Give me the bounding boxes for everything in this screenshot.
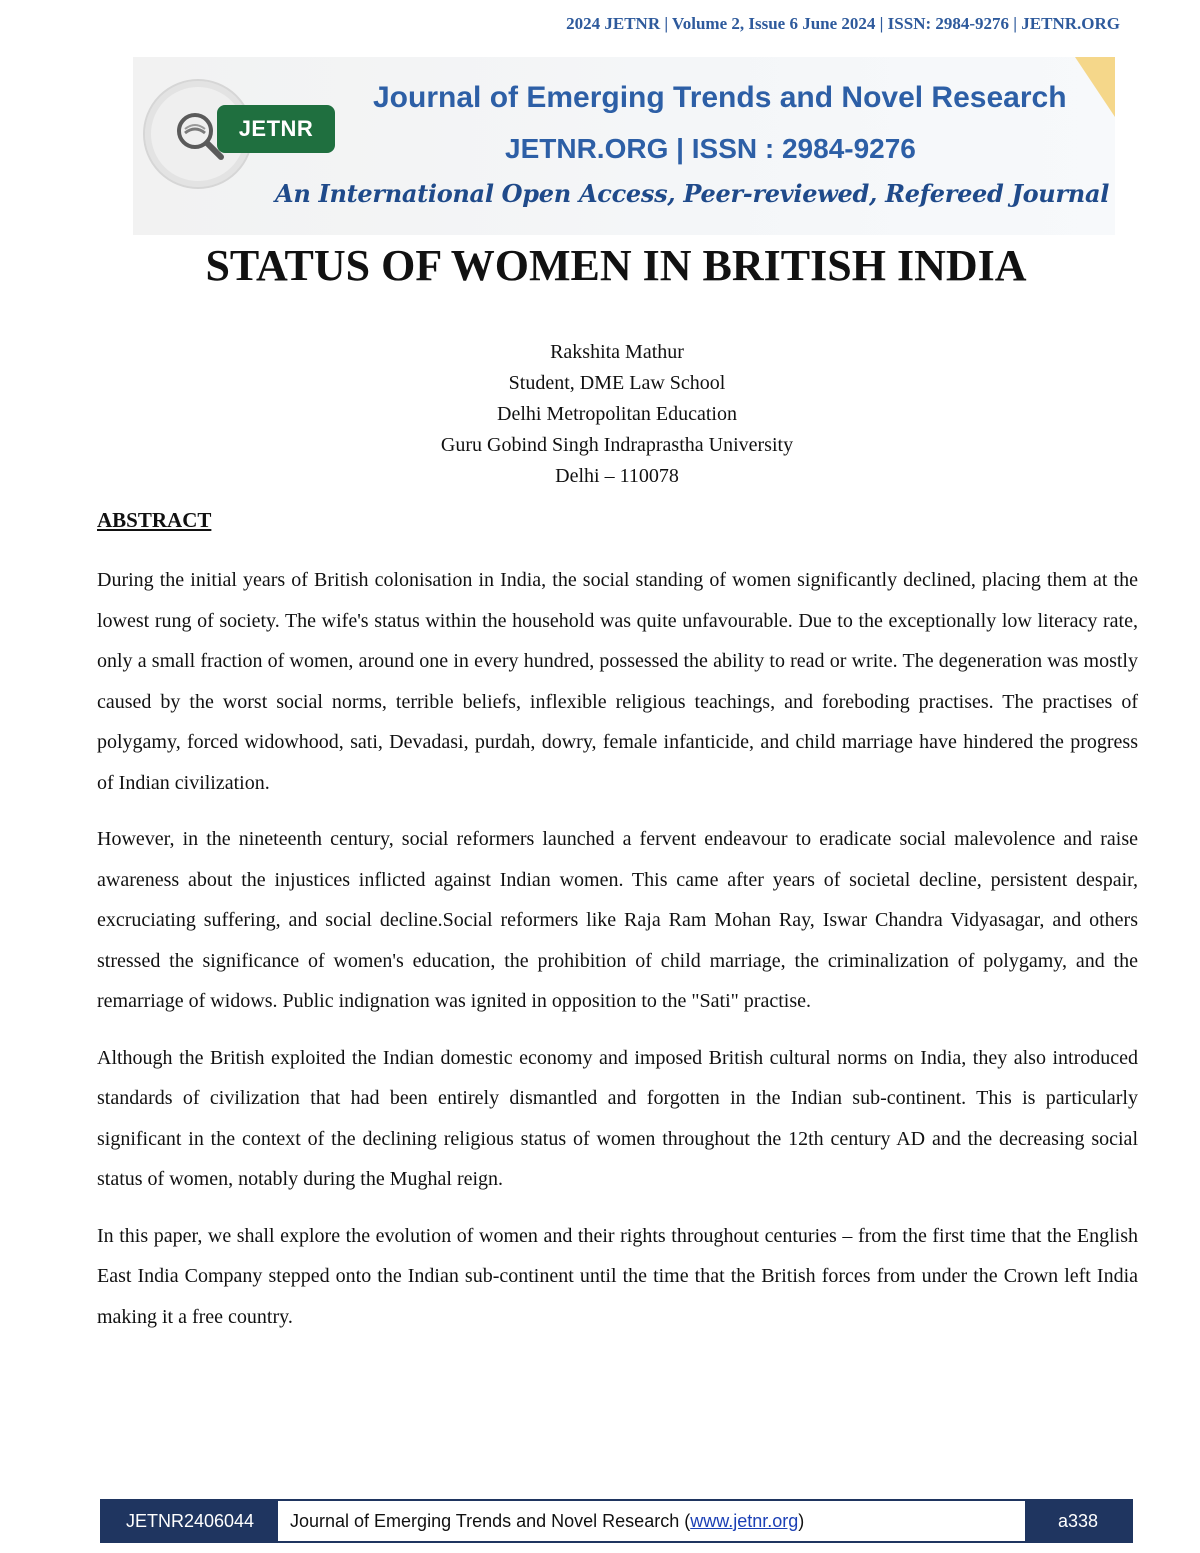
author-location: Delhi – 110078: [555, 465, 679, 487]
abstract-body: [97, 560, 1138, 1353]
journal-tagline: An International Open Access, Peer-reviewed, Refereed Journal: [275, 179, 1110, 208]
page-number: a338: [1025, 1501, 1131, 1541]
journal-issue-header: 2024 JETNR | Volume 2, Issue 6 June 2024 | ISSN: 2984-9276 | JETNR.ORG: [566, 14, 1120, 33]
author-institution: Delhi Metropolitan Education: [497, 403, 737, 425]
author-role: Student, DME Law School: [508, 372, 726, 394]
abstract-paragraph: Although the British exploited the Indian domestic economy and imposed British cultural norms on India, they also introduced standards of civilization that had been entirely dismantled and forgotten in the Indian sub-continent. This is particularly significant in the context of the declining religious status of women throughout the 12th century AD and the decreasing social status of women, notably during the Mughal reign.: [97, 1046, 1138, 1190]
abstract-heading: ABSTRACT: [97, 508, 212, 532]
abstract-paragraph: During the initial years of British colonisation in India, the social standing of women significantly declined, placing them at the lowest rung of society. The wife's status within the household was quite unfavourable. Due to the exceptionally low literacy rate, only a small fraction of women, around one in every hundred, possessed the ability to read or write. The degeneration was mostly caused by the worst social norms, terrible beliefs, inflexible religious teachings, and foreboding practises. The practises of polygamy, forced widowhood, sati, Devadasi, purdah, dowry, female infanticide, and child marriage have hindered the progress of Indian civilization.: [97, 569, 1138, 794]
logo-label: JETNR: [217, 105, 335, 153]
journal-website-link[interactable]: www.jetnr.org: [690, 1510, 799, 1531]
journal-issn: JETNR.ORG | ISSN : 2984-9276: [505, 133, 916, 164]
page-footer: [100, 1499, 1133, 1543]
journal-banner: [133, 57, 1115, 235]
banner-corner-accent: [1075, 57, 1115, 117]
abstract-paragraph: In this paper, we shall explore the evolution of women and their rights throughout centuries – from the first time that the English East India Company stepped onto the Indian sub-continent until the time that the British forces from under the Crown left India making it a free country.: [97, 1224, 1138, 1328]
footer-journal-prefix: Journal of Emerging Trends and Novel Research (: [290, 1510, 691, 1531]
footer-journal-suffix: ): [798, 1510, 805, 1531]
footer-journal: [278, 1501, 1025, 1541]
paper-title: STATUS OF WOMEN IN BRITISH INDIA: [205, 241, 1027, 290]
journal-name: Journal of Emerging Trends and Novel Research: [373, 81, 1067, 114]
author-name: Rakshita Mathur: [550, 341, 684, 363]
author-university: Guru Gobind Singh Indraprastha University: [440, 434, 794, 456]
abstract-paragraph: However, in the nineteenth century, social reformers launched a fervent endeavour to eradicate social malevolence and raise awareness about the injustices inflicted against Indian women. This came after years of societal decline, persistent despair, excruciating suffering, and social decline.Social reformers like Raja Ram Mohan Ray, Iswar Chandra Vidyasagar, and others stressed the significance of women's education, the prohibition of child marriage, the criminalization of polygamy, and the remarriage of widows. Public indignation was ignited in opposition to the "Sati" practise.: [97, 828, 1138, 1012]
paper-id: JETNR2406044: [102, 1501, 278, 1541]
author-block: [0, 337, 1200, 492]
